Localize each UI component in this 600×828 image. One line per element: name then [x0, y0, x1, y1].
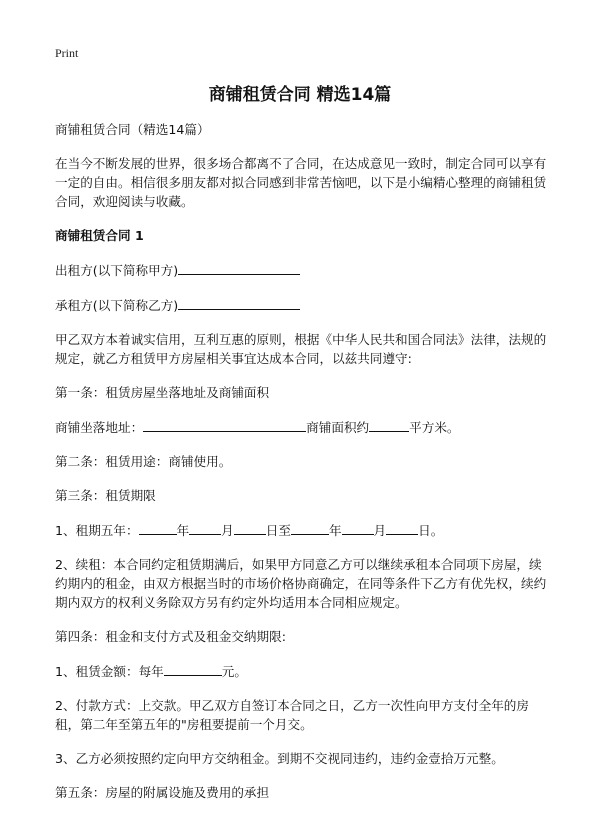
- article5-title: 第五条：房屋的附属设施及费用的承担: [55, 785, 270, 800]
- start-month-label: 月: [221, 523, 234, 538]
- address-blank: [143, 417, 306, 432]
- lessee-line: [55, 295, 547, 315]
- lessor-blank: [178, 260, 300, 275]
- lessee-label: 承租方(以下简称乙方): [55, 298, 179, 313]
- end-year-label: 年: [328, 523, 342, 538]
- document-subtitle: 商铺租赁合同（精选14篇）: [55, 122, 210, 137]
- start-month-blank: [189, 520, 221, 535]
- preamble-paragraph: 甲乙双方本着诚实信用，互利互惠的原则，根据《中华人民共和国合同法》法律，法规的规定，就乙方租赁甲方房屋相关事宜达成本合同，以兹共同遵守:: [55, 332, 547, 366]
- start-day-label: 日至: [265, 523, 291, 538]
- address-line: [55, 417, 547, 437]
- article3-title: 第三条：租赁期限: [55, 488, 156, 503]
- area-unit: 平方米。: [409, 420, 460, 435]
- intro-paragraph: 在当今不断发展的世界，很多场合都离不了合同，在达成意见一致时，制定合同可以享有一定的自由。相信很多朋友都对拟合同感到非常苦恼吧，以下是小编精心整理的商铺租赁合同，欢迎阅读与收藏。: [55, 156, 547, 209]
- start-year-blank: [139, 520, 177, 535]
- print-link[interactable]: Print: [55, 46, 79, 60]
- lessee-blank: [178, 295, 300, 310]
- end-day-label: 日。: [418, 523, 444, 538]
- section-heading: 商铺租赁合同 1: [55, 228, 144, 243]
- article2-paragraph: 第二条：租赁用途：商铺使用。: [55, 454, 232, 469]
- rent-blank: [164, 661, 222, 676]
- start-day-blank: [234, 520, 266, 535]
- address-label: 商铺坐落地址：: [55, 420, 144, 435]
- end-year-blank: [291, 520, 329, 535]
- penalty-paragraph: 3、乙方必须按照约定向甲方交纳租金。到期不交视同违约，违约金壹拾万元整。: [55, 751, 504, 766]
- document-body: [55, 120, 547, 802]
- article4-title: 第四条：租金和支付方式及租金交纳期限:: [55, 629, 286, 644]
- end-day-blank: [386, 520, 418, 535]
- rent-prefix: 1、租赁金额：每年: [55, 664, 164, 679]
- rent-line: [55, 661, 547, 681]
- end-month-label: 月: [373, 523, 387, 538]
- start-year-label: 年: [176, 523, 190, 538]
- lessor-label: 出租方(以下简称甲方): [55, 263, 179, 278]
- area-label: 商铺面积约: [306, 420, 370, 435]
- payment-paragraph: 2、付款方式：上交款。甲乙双方自签订本合同之日，乙方一次性向甲方支付全年的房租，第二年至第五年的"房租要提前一个月交。: [55, 698, 529, 732]
- rent-unit: 元。: [221, 664, 247, 679]
- article1-title: 第一条：租赁房屋坐落地址及商铺面积: [55, 385, 270, 400]
- lessor-line: [55, 260, 547, 280]
- term-line: [55, 520, 547, 540]
- area-blank: [369, 417, 409, 432]
- renewal-paragraph: 2、续租：本合同约定租赁期满后，如果甲方同意乙方可以继续承租本合同项下房屋，续约期内的租金，由双方根据当时的市场价格协商确定，在同等条件下乙方有优先权，续约期内双方的权利义务除双方另有约定外均适用本合同相应规定。: [55, 557, 547, 610]
- term-prefix: 1、租期五年：: [55, 523, 139, 538]
- end-month-blank: [342, 520, 374, 535]
- document-title: 商铺租赁合同 精选14篇: [208, 85, 392, 105]
